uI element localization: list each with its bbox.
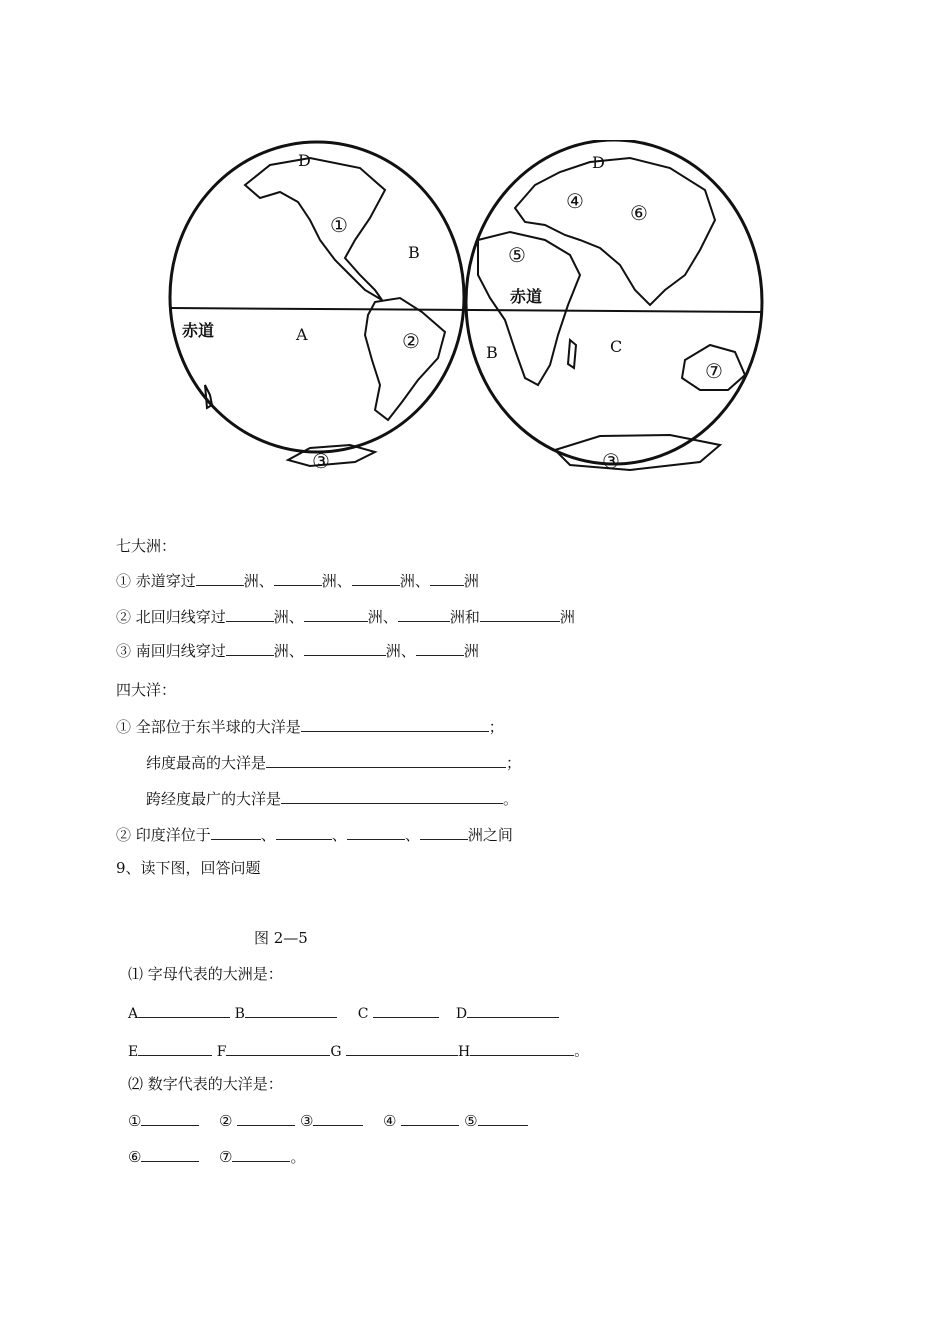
number-label: ④ xyxy=(383,1112,397,1130)
suffix-text: 。 xyxy=(290,1148,306,1166)
question-text: 跨经度最广的大洋是 xyxy=(146,790,282,808)
label-equator-west: 赤道 xyxy=(182,321,215,340)
suffix-text: 、 xyxy=(331,826,347,844)
answer-blank[interactable] xyxy=(301,716,489,732)
answer-blank[interactable] xyxy=(226,606,274,622)
number-label: ③ xyxy=(300,1112,314,1130)
answer-blank[interactable] xyxy=(347,824,405,840)
answer-blank[interactable] xyxy=(304,606,368,622)
question-9-title: 9、读下图，回答问题 xyxy=(116,859,261,877)
letter-label: A xyxy=(128,1006,139,1022)
label-number-6: ⑥ xyxy=(630,201,648,225)
answer-blank[interactable] xyxy=(478,1110,528,1126)
oceans-title: 四大洋： xyxy=(116,681,177,699)
antarctica-east-shape xyxy=(555,435,720,470)
equator-question xyxy=(116,570,479,591)
answer-blank[interactable] xyxy=(276,824,332,840)
answer-blank[interactable] xyxy=(401,1110,459,1126)
part-1-prompt: ⑴ 字母代表的大洲是： xyxy=(128,965,283,983)
label-number-3-east: ③ xyxy=(602,449,620,473)
label-d-east: D xyxy=(592,153,605,172)
answer-blank[interactable] xyxy=(245,1002,337,1018)
madagascar-shape xyxy=(568,340,576,368)
letter-label: G xyxy=(330,1044,342,1060)
answer-blank[interactable] xyxy=(480,606,560,622)
answer-blank[interactable] xyxy=(420,824,468,840)
answer-blank[interactable] xyxy=(274,570,322,586)
answer-blank[interactable] xyxy=(138,1040,212,1056)
label-b-east: B xyxy=(486,343,498,362)
suffix-text: 洲 xyxy=(463,572,479,590)
world-hemispheres-map xyxy=(160,140,780,490)
suffix-text: 洲之间 xyxy=(467,826,513,844)
answer-blank[interactable] xyxy=(373,1002,439,1018)
answer-blank[interactable] xyxy=(430,570,464,586)
answer-blank[interactable] xyxy=(211,824,261,840)
answer-blank[interactable] xyxy=(226,640,274,656)
question-text: ③ 南回归线穿过 xyxy=(116,642,226,660)
eurasia-shape xyxy=(515,158,715,305)
africa-shape xyxy=(478,232,580,385)
answer-blank[interactable] xyxy=(232,1146,290,1162)
south-america-shape xyxy=(365,298,445,420)
label-number-4: ④ xyxy=(566,189,584,213)
answer-blank[interactable] xyxy=(237,1110,295,1126)
letters-row-2 xyxy=(128,1040,588,1062)
question-text: ② 印度洋位于 xyxy=(116,826,211,844)
label-b-west: B xyxy=(408,243,420,262)
answer-blank[interactable] xyxy=(141,1110,199,1126)
number-label: ② xyxy=(219,1112,233,1130)
label-d-west: D xyxy=(298,151,311,170)
suffix-text: 洲、 xyxy=(399,572,430,590)
suffix-text: 、 xyxy=(260,826,276,844)
label-equator-east: 赤道 xyxy=(510,287,543,306)
suffix-text: ； xyxy=(488,718,504,736)
continents-title: 七大洲： xyxy=(116,537,177,555)
label-number-7: ⑦ xyxy=(705,359,723,383)
suffix-text: 洲、 xyxy=(385,642,416,660)
label-number-3-west: ③ xyxy=(312,449,330,473)
question-text: ② 北回归线穿过 xyxy=(116,608,226,626)
answer-blank[interactable] xyxy=(470,1040,574,1056)
tropic-of-capricorn-question xyxy=(116,640,479,661)
suffix-text: 。 xyxy=(574,1044,589,1060)
suffix-text: 洲、 xyxy=(367,608,398,626)
highest-latitude-ocean-question xyxy=(146,752,521,773)
letter-label: E xyxy=(128,1044,139,1060)
number-label: ⑤ xyxy=(464,1112,478,1130)
suffix-text: 洲、 xyxy=(243,572,274,590)
answer-blank[interactable] xyxy=(281,788,503,804)
question-text: ① 全部位于东半球的大洋是 xyxy=(116,718,301,736)
letter-label: B xyxy=(234,1006,245,1022)
widest-longitude-ocean-question xyxy=(146,788,518,809)
question-text: 纬度最高的大洋是 xyxy=(146,754,267,772)
suffix-text: ； xyxy=(506,754,522,772)
figure-caption: 图 2—5 xyxy=(254,929,308,947)
letter-label: D xyxy=(455,1006,468,1022)
label-number-2: ② xyxy=(402,329,420,353)
number-label: ① xyxy=(128,1112,142,1130)
numbers-row-2 xyxy=(128,1146,305,1167)
letter-label: C xyxy=(357,1006,369,1022)
answer-blank[interactable] xyxy=(266,752,506,768)
label-c: C xyxy=(610,337,623,356)
number-label: ⑦ xyxy=(219,1148,233,1166)
suffix-text: 洲、 xyxy=(321,572,352,590)
answer-blank[interactable] xyxy=(304,640,386,656)
number-label: ⑥ xyxy=(128,1148,142,1166)
label-number-5: ⑤ xyxy=(508,243,526,267)
suffix-text: 洲 xyxy=(559,608,575,626)
answer-blank[interactable] xyxy=(416,640,464,656)
letters-row-1 xyxy=(128,1002,559,1024)
north-america-shape xyxy=(245,158,385,300)
suffix-text: 洲、 xyxy=(273,642,304,660)
answer-blank[interactable] xyxy=(196,570,244,586)
part-2-prompt: ⑵ 数字代表的大洋是： xyxy=(128,1075,283,1093)
letter-label: F xyxy=(216,1044,227,1060)
antarctica-west-shape xyxy=(288,445,375,466)
letter-label: H xyxy=(458,1044,471,1060)
suffix-text: 、 xyxy=(404,826,420,844)
suffix-text: 。 xyxy=(503,790,519,808)
western-hemisphere-outline xyxy=(170,142,464,452)
island-west-shape xyxy=(205,385,212,408)
equator-question-text: ① 赤道穿过 xyxy=(116,572,196,590)
suffix-text: 洲和 xyxy=(449,608,480,626)
answer-blank[interactable] xyxy=(398,606,450,622)
answer-blank[interactable] xyxy=(226,1040,330,1056)
suffix-text: 洲 xyxy=(463,642,479,660)
tropic-of-cancer-question xyxy=(116,606,575,627)
label-a: A xyxy=(296,325,308,344)
indian-ocean-question xyxy=(116,824,513,845)
numbers-row-1 xyxy=(128,1110,528,1131)
answer-blank[interactable] xyxy=(138,1002,230,1018)
answer-blank[interactable] xyxy=(467,1002,559,1018)
suffix-text: 洲、 xyxy=(273,608,304,626)
label-number-1: ① xyxy=(330,213,348,237)
answer-blank[interactable] xyxy=(313,1110,363,1126)
answer-blank[interactable] xyxy=(346,1040,458,1056)
answer-blank[interactable] xyxy=(352,570,400,586)
eastern-hemisphere-ocean-question xyxy=(116,716,504,737)
answer-blank[interactable] xyxy=(141,1146,199,1162)
